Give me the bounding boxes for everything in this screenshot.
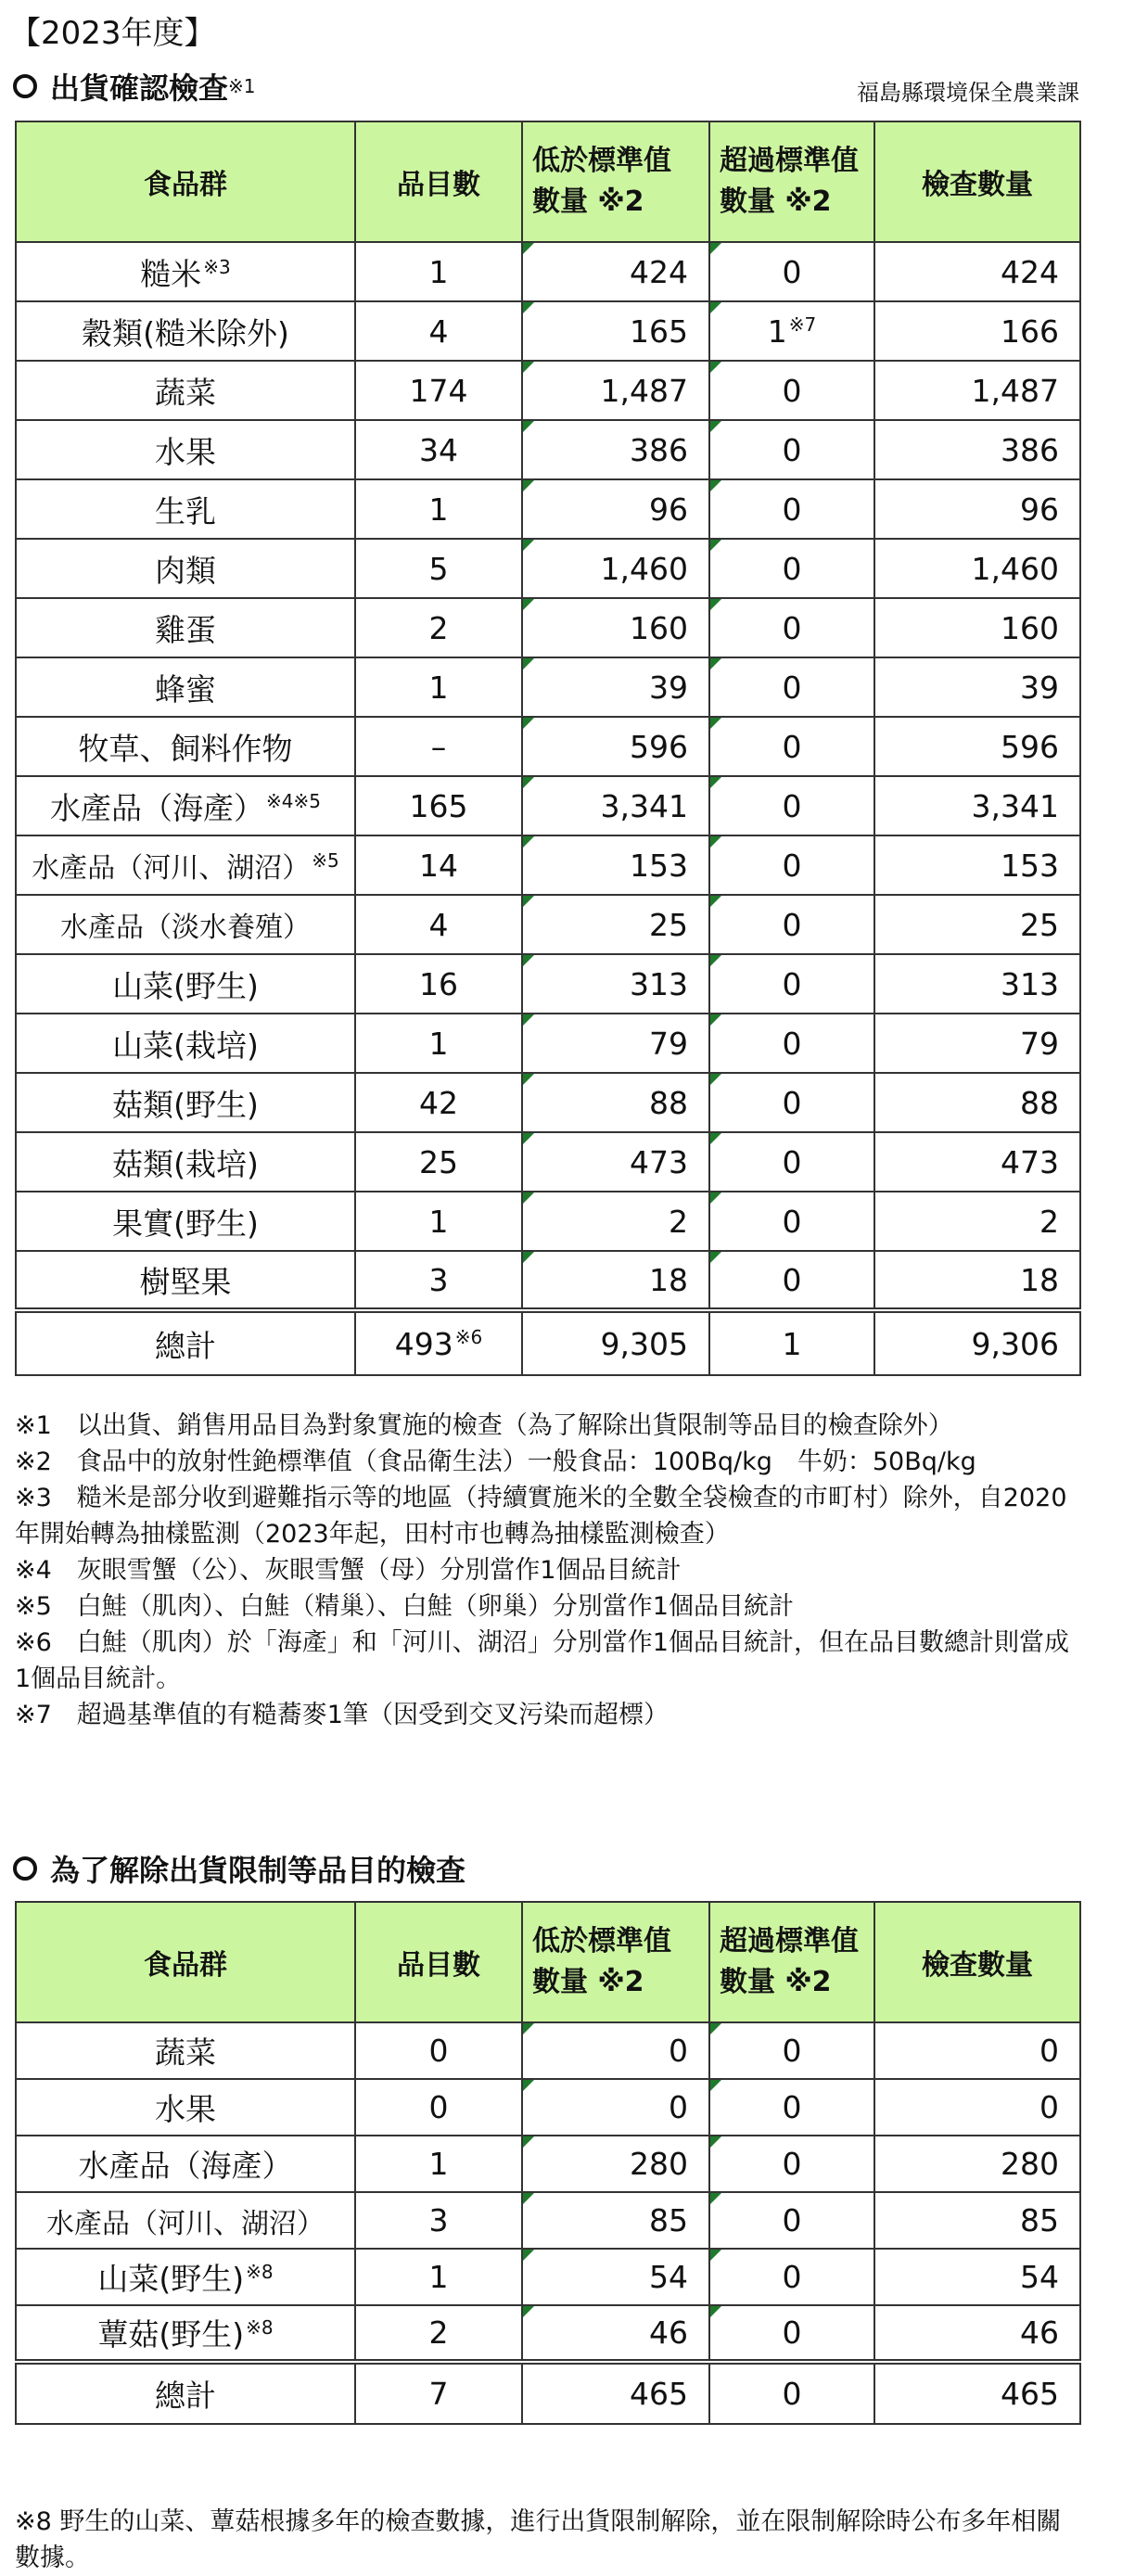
footnote: ※5 白鮭（肌肉）、白鮭（精巢）、白鮭（卵巢）分別當作1個品目統計 [15, 1592, 794, 1621]
food-group-cell: 水產品（海產） [16, 2136, 355, 2192]
table-row [16, 479, 1080, 539]
over-standard-cell: 0 [709, 1192, 874, 1251]
below-standard-cell: 18 [522, 1251, 709, 1310]
items-cell: 0 [355, 2022, 522, 2079]
table-row [16, 835, 1080, 895]
over-standard-cell: 0 [709, 2022, 874, 2079]
over-standard-cell: 0 [709, 657, 874, 717]
items-cell: 1 [355, 657, 522, 717]
below-standard-cell: 96 [522, 479, 709, 539]
food-group-cell: 蔬菜 [16, 2022, 355, 2079]
items-cell: 34 [355, 420, 522, 479]
food-group-cell: 菇類(野生) [16, 1073, 355, 1132]
table-row [16, 2079, 1080, 2136]
food-group-cell: 肉類 [16, 539, 355, 598]
inspection-count-cell: 473 [874, 1132, 1080, 1192]
inspection-count-cell: 1,460 [874, 539, 1080, 598]
food-group-cell: 山菜(野生) [16, 954, 355, 1014]
food-group-cell: 蔬菜 [16, 361, 355, 420]
inspection-count-cell: 596 [874, 717, 1080, 776]
table-row [16, 1251, 1080, 1310]
total-over-cell: 0 [709, 2362, 874, 2424]
total-items-cell: 7 [355, 2362, 522, 2424]
food-group-cell: 牧草、飼料作物 [16, 717, 355, 776]
items-cell: – [355, 717, 522, 776]
table-header-row [16, 1902, 1080, 2022]
inspection-count-cell: 1,487 [874, 361, 1080, 420]
section1-title: 出貨確認檢查 ※1 [13, 65, 256, 108]
over-standard-cell: 0 [709, 598, 874, 657]
items-cell: 5 [355, 539, 522, 598]
section1-title-text: 出貨確認檢查 [50, 70, 229, 106]
items-cell: 25 [355, 1132, 522, 1192]
items-cell: 4 [355, 301, 522, 361]
total-count-cell: 465 [874, 2362, 1080, 2424]
department-label: 福島縣環境保全農業課 [857, 80, 1079, 106]
header-items: 品目數 [355, 1902, 522, 2022]
header-over: 超過標準值 數量 ※2 [709, 121, 874, 242]
over-standard-cell: 0 [709, 1073, 874, 1132]
below-standard-cell: 88 [522, 1073, 709, 1132]
over-standard-cell: 0 [709, 420, 874, 479]
section2-title [13, 1847, 465, 1890]
items-cell: 2 [355, 598, 522, 657]
over-standard-cell: 0 [709, 835, 874, 895]
table-row [16, 1132, 1080, 1192]
items-cell: 1 [355, 1014, 522, 1073]
below-standard-cell: 1,487 [522, 361, 709, 420]
below-standard-cell: 25 [522, 895, 709, 954]
total-row [16, 1310, 1080, 1375]
food-group-cell: 水果 [16, 420, 355, 479]
table-row [16, 539, 1080, 598]
total-row [16, 2362, 1080, 2424]
table-row [16, 2249, 1080, 2305]
food-group-cell: 水產品（淡水養殖） [16, 895, 355, 954]
header-items: 品目數 [355, 121, 522, 242]
over-standard-cell: 0 [709, 2305, 874, 2362]
table-row [16, 1014, 1080, 1073]
table-header-row [16, 121, 1080, 242]
table-row [16, 242, 1080, 301]
table-row [16, 1192, 1080, 1251]
below-standard-cell: 1,460 [522, 539, 709, 598]
total-count-cell: 9,306 [874, 1310, 1080, 1375]
footnote: ※3 糙米是部分收到避難指示等的地區（持續實施米的全數全袋檢查的市町村）除外，自2020年開始轉為抽樣監測（2023年起，田村市也轉為抽樣監測檢查） [15, 1484, 1067, 1549]
below-standard-cell: 165 [522, 301, 709, 361]
below-standard-cell: 424 [522, 242, 709, 301]
food-group-cell: 水產品（河川、湖沼） $^{※5}$ [16, 835, 355, 895]
over-standard-cell: 0 [709, 361, 874, 420]
inspection-table-2 [15, 1901, 1081, 2425]
over-standard-cell: 0 [709, 2249, 874, 2305]
below-standard-cell: 153 [522, 835, 709, 895]
below-standard-cell: 85 [522, 2192, 709, 2249]
inspection-count-cell: 88 [874, 1073, 1080, 1132]
inspection-count-cell: 166 [874, 301, 1080, 361]
food-group-cell: 山菜(栽培) [16, 1014, 355, 1073]
items-cell: 1 [355, 242, 522, 301]
inspection-count-cell: 153 [874, 835, 1080, 895]
footnote: ※1 以出貨、銷售用品目為對象實施的檢查（為了解除出貨限制等品目的檢查除外） [15, 1411, 953, 1440]
below-standard-cell: 0 [522, 2022, 709, 2079]
section2-title-text: 為了解除出貨限制等品目的檢查 [50, 1853, 466, 1888]
footnotes-1 [15, 1408, 1081, 1733]
footnote: ※2 食品中的放射性銫標準值（食品衛生法）一般食品：100Bq/kg 牛奶：50Bq/kg [15, 1447, 976, 1476]
items-cell: 0 [355, 2079, 522, 2136]
header-group: 食品群 [16, 121, 355, 242]
circle-icon [13, 74, 37, 98]
inspection-table-1 [15, 121, 1081, 1376]
table-row [16, 598, 1080, 657]
total-label-cell: 總計 [16, 1310, 355, 1375]
inspection-count-cell: 0 [874, 2079, 1080, 2136]
table-row [16, 420, 1080, 479]
footnotes-2 [15, 2504, 1081, 2576]
below-standard-cell: 280 [522, 2136, 709, 2192]
footnote: ※6 白鮭（肌肉）於「海產」和「河川、湖沼」分別當作1個品目統計，但在品目數總計則當成1個品目統計。 [15, 1628, 1069, 1693]
total-label-cell: 總計 [16, 2362, 355, 2424]
table-row [16, 954, 1080, 1014]
over-standard-cell: 0 [709, 2192, 874, 2249]
footnote: ※8 野生的山菜、蕈菇根據多年的檢查數據，進行出貨限制解除，並在限制解除時公布多年相關數據。 [15, 2507, 1062, 2572]
below-standard-cell: 473 [522, 1132, 709, 1192]
inspection-count-cell: 280 [874, 2136, 1080, 2192]
food-group-cell: 生乳 [16, 479, 355, 539]
below-standard-cell: 46 [522, 2305, 709, 2362]
items-cell: 14 [355, 835, 522, 895]
over-standard-cell: 0 [709, 776, 874, 835]
inspection-count-cell: 54 [874, 2249, 1080, 2305]
over-standard-cell: 0 [709, 954, 874, 1014]
footnote: ※4 灰眼雪蟹（公）、灰眼雪蟹（母）分別當作1個品目統計 [15, 1556, 682, 1585]
items-cell: 16 [355, 954, 522, 1014]
inspection-count-cell: 0 [874, 2022, 1080, 2079]
below-standard-cell: 54 [522, 2249, 709, 2305]
inspection-count-cell: 2 [874, 1192, 1080, 1251]
food-group-cell: 糙米 $^{※3}$ [16, 242, 355, 301]
items-cell: 4 [355, 895, 522, 954]
header-below: 低於標準值 數量 ※2 [522, 1902, 709, 2022]
food-group-cell: 樹堅果 [16, 1251, 355, 1310]
food-group-cell: 雞蛋 [16, 598, 355, 657]
total-over-cell: 1 [709, 1310, 874, 1375]
food-group-cell: 水產品（海產） $^{※4※5}$ [16, 776, 355, 835]
over-standard-cell: 0 [709, 717, 874, 776]
inspection-count-cell: 313 [874, 954, 1080, 1014]
over-standard-cell: 0 [709, 242, 874, 301]
below-standard-cell: 313 [522, 954, 709, 1014]
items-cell: 3 [355, 1251, 522, 1310]
food-group-cell: 水產品（河川、湖沼） [16, 2192, 355, 2249]
header-group: 食品群 [16, 1902, 355, 2022]
inspection-count-cell: 424 [874, 242, 1080, 301]
header-over: 超過標準值 數量 ※2 [709, 1902, 874, 2022]
over-standard-cell: 1 $^{※7}$ [709, 301, 874, 361]
food-group-cell: 蕈菇(野生) $^{※8}$ [16, 2305, 355, 2362]
inspection-count-cell: 39 [874, 657, 1080, 717]
inspection-count-cell: 96 [874, 479, 1080, 539]
table-row [16, 2022, 1080, 2079]
items-cell: 1 [355, 1192, 522, 1251]
header-total: 檢查數量 [874, 1902, 1080, 2022]
items-cell: 2 [355, 2305, 522, 2362]
table-row [16, 361, 1080, 420]
table-row [16, 1073, 1080, 1132]
items-cell: 1 [355, 2249, 522, 2305]
food-group-cell: 山菜(野生) $^{※8}$ [16, 2249, 355, 2305]
table-row [16, 2305, 1080, 2362]
circle-icon [13, 1856, 37, 1881]
over-standard-cell: 0 [709, 895, 874, 954]
below-standard-cell: 2 [522, 1192, 709, 1251]
inspection-count-cell: 25 [874, 895, 1080, 954]
header-below: 低於標準值 數量 ※2 [522, 121, 709, 242]
items-cell: 3 [355, 2192, 522, 2249]
inspection-count-cell: 3,341 [874, 776, 1080, 835]
below-standard-cell: 79 [522, 1014, 709, 1073]
table-row [16, 776, 1080, 835]
table-row [16, 2136, 1080, 2192]
total-items-cell: 493 $^{※6}$ [355, 1310, 522, 1375]
below-standard-cell: 386 [522, 420, 709, 479]
inspection-count-cell: 160 [874, 598, 1080, 657]
total-below-cell: 465 [522, 2362, 709, 2424]
over-standard-cell: 0 [709, 479, 874, 539]
footnote: ※7 超過基準值的有糙蕎麥1筆（因受到交叉污染而超標） [15, 1701, 669, 1729]
food-group-cell: 蜂蜜 [16, 657, 355, 717]
inspection-count-cell: 46 [874, 2305, 1080, 2362]
below-standard-cell: 3,341 [522, 776, 709, 835]
table-row [16, 2192, 1080, 2249]
below-standard-cell: 0 [522, 2079, 709, 2136]
year-label: 【2023年度】 [9, 15, 216, 52]
inspection-count-cell: 386 [874, 420, 1080, 479]
table-row [16, 717, 1080, 776]
items-cell: 174 [355, 361, 522, 420]
food-group-cell: 水果 [16, 2079, 355, 2136]
over-standard-cell: 0 [709, 1251, 874, 1310]
food-group-cell: 菇類(栽培) [16, 1132, 355, 1192]
items-cell: 1 [355, 479, 522, 539]
over-standard-cell: 0 [709, 2136, 874, 2192]
over-standard-cell: 0 [709, 2079, 874, 2136]
items-cell: 1 [355, 2136, 522, 2192]
below-standard-cell: 39 [522, 657, 709, 717]
inspection-count-cell: 79 [874, 1014, 1080, 1073]
food-group-cell: 果實(野生) [16, 1192, 355, 1251]
items-cell: 165 [355, 776, 522, 835]
food-group-cell: 穀類(糙米除外) [16, 301, 355, 361]
items-cell: 42 [355, 1073, 522, 1132]
over-standard-cell: 0 [709, 1132, 874, 1192]
below-standard-cell: 160 [522, 598, 709, 657]
inspection-count-cell: 18 [874, 1251, 1080, 1310]
table-row [16, 657, 1080, 717]
over-standard-cell: 0 [709, 1014, 874, 1073]
inspection-count-cell: 85 [874, 2192, 1080, 2249]
header-total: 檢查數量 [874, 121, 1080, 242]
total-below-cell: 9,305 [522, 1310, 709, 1375]
below-standard-cell: 596 [522, 717, 709, 776]
over-standard-cell: 0 [709, 539, 874, 598]
table-row [16, 895, 1080, 954]
table-row [16, 301, 1080, 361]
